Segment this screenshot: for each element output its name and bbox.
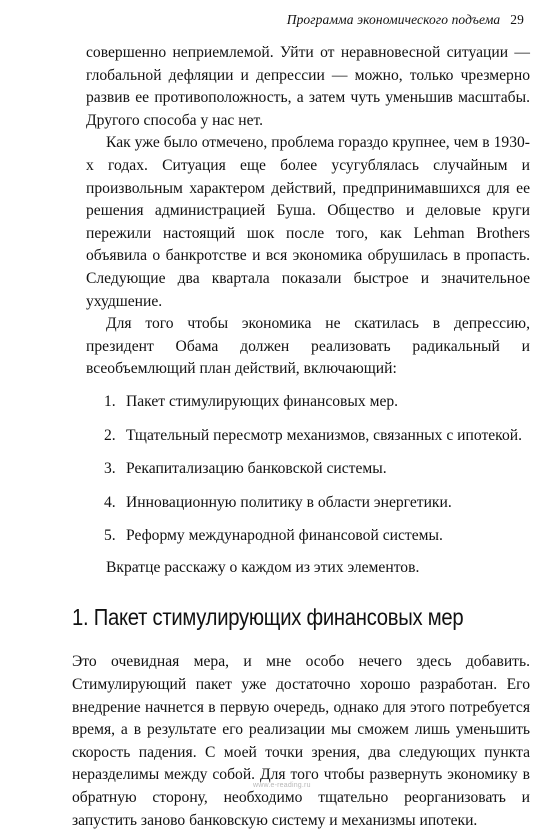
page-number: 29 <box>510 12 524 27</box>
list-item <box>86 458 530 481</box>
list-item-number: 1. <box>104 392 116 410</box>
page-content <box>72 42 530 832</box>
list-item-number: 5. <box>104 527 116 545</box>
list-item-text: Пакет стимулирующих финансовых мер. <box>126 392 399 410</box>
numbered-list <box>86 391 530 548</box>
list-item-number: 3. <box>104 460 116 478</box>
paragraph: Как уже было отмечено, проблема гораздо крупнее, чем в 1930-х годах. Ситуация еще более усугублялась случайным и произвольным характером действий, предпринимавшихся для ее решения администрацией Буша. Общество и деловые круги пережили настоящий шок после того, как Lehman Brothers объявила о банкротстве и вся экономика обрушилась в пропасть. Следующие два квартала показали быстрое и значительное ухудшение. <box>86 134 530 310</box>
list-item-text: Тщательный пересмотр механизмов, связанных с ипотекой. <box>126 426 523 444</box>
list-item-text: Рекапитализацию банковской системы. <box>126 460 387 478</box>
list-item-number: 2. <box>104 426 116 444</box>
list-item-text: Инновационную политику в области энергетики. <box>126 493 452 511</box>
paragraph-continued: совершенно неприемлемой. Уйти от неравновесной ситуации — глобальной дефляции и депрессии — можно, только чрезмерно развив ее противоположность, а затем чуть уменьшив масштабы. Другого способа у нас нет. <box>86 44 530 129</box>
running-header <box>287 12 524 28</box>
list-item-number: 4. <box>104 493 116 511</box>
list-item <box>86 492 530 515</box>
paragraph: Для того чтобы экономика не скатилась в депрессию, президент Обама должен реализовать радикальный и всеобъемлющий план действий, включающий: <box>86 315 530 378</box>
watermark: www.e-reading.ru <box>253 782 311 789</box>
list-item <box>86 425 530 448</box>
list-item <box>86 391 530 414</box>
running-title: Программа экономического подъема <box>286 12 501 27</box>
section-paragraph: Это очевидная мера, и мне особо нечего здесь добавить. Стимулирующий пакет уже достаточно хорошо разработан. Его внедрение начнется в первую очередь, однако для этого потребуется время, а в результате его реализации мы сможем лишь уменьшить скорость падения. С моей точки зрения, два следующих пункта неразделимы между собой. Для того чтобы развернуть экономику в обратную сторону, необходимо тщательно реорганизовать и запустить заново банковскую систему и механизмы ипотеки. <box>72 653 530 829</box>
list-item <box>86 525 530 548</box>
section-heading: 1. Пакет стимулирующих финансовых мер <box>72 604 464 631</box>
list-item-text: Реформу международной финансовой системы. <box>126 527 443 545</box>
paragraph: Вкратце расскажу о каждом из этих элементов. <box>106 558 420 576</box>
